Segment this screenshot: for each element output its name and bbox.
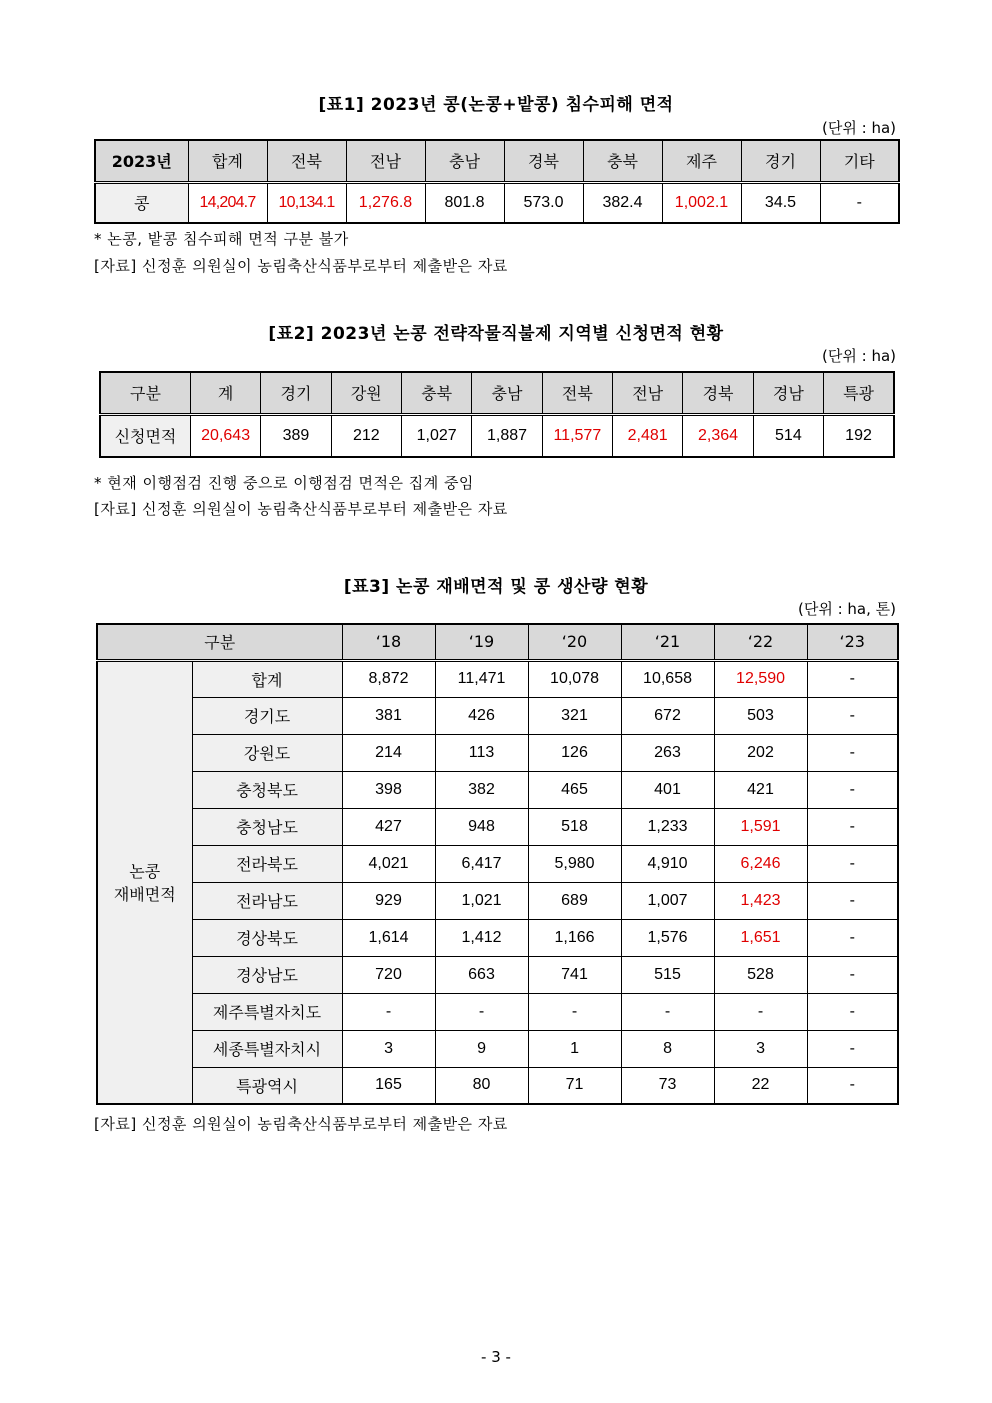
table3-cell: 1,166 (528, 919, 621, 956)
table2-header-cell: 경남 (753, 372, 823, 414)
table2-header-cell: 전남 (613, 372, 683, 414)
table3-region-label: 전라남도 (192, 882, 342, 919)
table3-region-label: 경기도 (192, 697, 342, 734)
table3-cell: 71 (528, 1067, 621, 1104)
table3-header-row (97, 624, 898, 660)
table3-row (97, 993, 898, 1030)
table3-cell: 1,412 (435, 919, 528, 956)
table3-cell: - (807, 882, 898, 919)
table3-header-label: 구분 (97, 624, 342, 660)
table3-cell: 503 (714, 697, 807, 734)
table3-cell: - (807, 956, 898, 993)
table3-group-label-line: 재배면적 (113, 885, 176, 905)
table3-cell: 214 (342, 734, 435, 771)
table2-cell: 20,643 (190, 414, 260, 457)
table3-cell: - (807, 1067, 898, 1104)
table3-group-label (97, 660, 192, 1104)
table3-cell: - (342, 993, 435, 1030)
table3-cell: - (807, 734, 898, 771)
table1-cell: 10,134.1 (267, 182, 346, 223)
table1-note: * 논콩, 밭콩 침수피해 면적 구분 불가 (94, 230, 349, 248)
table3-cell: 398 (342, 771, 435, 808)
table3-cell: 663 (435, 956, 528, 993)
table3-region-label: 합계 (192, 660, 342, 697)
table1-cell: 382.4 (583, 182, 662, 223)
table1-header-cell: 경기 (741, 140, 820, 182)
table3-body (97, 660, 898, 1104)
table3-unit: (단위 : ha, 톤) (798, 600, 896, 618)
table3-row (97, 1067, 898, 1104)
table3-cell: 10,658 (621, 660, 714, 697)
table3-cell: 10,078 (528, 660, 621, 697)
table3-row (97, 660, 898, 697)
table3-year-header: ‘19 (435, 624, 528, 660)
table3-cell: 1 (528, 1030, 621, 1067)
table3-cell: 165 (342, 1067, 435, 1104)
table1-header-row (95, 140, 899, 182)
table3-cell: 948 (435, 808, 528, 845)
table3-year-header: ‘18 (342, 624, 435, 660)
table1-header-cell: 2023년 (95, 140, 188, 182)
table2-cell: 2,481 (613, 414, 683, 457)
table1-title: [표1] 2023년 콩(논콩+밭콩) 침수피해 면적 (318, 95, 674, 115)
table3-cell: 1,591 (714, 808, 807, 845)
table1 (94, 139, 900, 224)
table3-group-label-line: 논콩 (129, 862, 161, 882)
table3-cell: - (528, 993, 621, 1030)
table3-cell: - (807, 1030, 898, 1067)
table3-cell: - (807, 993, 898, 1030)
page-number: - 3 - (481, 1348, 511, 1366)
table3-cell: - (807, 771, 898, 808)
table3-cell: 528 (714, 956, 807, 993)
table3-year-header: ‘23 (807, 624, 898, 660)
table3-cell: 263 (621, 734, 714, 771)
table2-note: * 현재 이행점검 진행 중으로 이행점검 면적은 집계 중임 (94, 474, 474, 492)
table2-unit: (단위 : ha) (822, 347, 896, 365)
table3-cell: 427 (342, 808, 435, 845)
table3-row (97, 956, 898, 993)
table3-cell: - (714, 993, 807, 1030)
table3-cell: 421 (714, 771, 807, 808)
table3-cell: - (807, 808, 898, 845)
table2-cell: 389 (261, 414, 331, 457)
table3-cell: 126 (528, 734, 621, 771)
table3-row (97, 734, 898, 771)
table2-header-cell: 계 (190, 372, 260, 414)
table2-title: [표2] 2023년 논콩 전략작물직불제 지역별 신청면적 현황 (268, 324, 724, 344)
table1-row-label: 콩 (95, 182, 188, 223)
table3-region-label: 충청북도 (192, 771, 342, 808)
table1-header-cell: 전남 (346, 140, 425, 182)
table3-cell: 73 (621, 1067, 714, 1104)
table3-cell: 929 (342, 882, 435, 919)
table2-header-cell: 특광 (824, 372, 894, 414)
table3-cell: 80 (435, 1067, 528, 1104)
table3-cell: 1,651 (714, 919, 807, 956)
table1-unit: (단위 : ha) (822, 119, 896, 137)
table2-header-cell: 전북 (542, 372, 612, 414)
table2-cell: 1,027 (401, 414, 471, 457)
table1-header-cell: 경북 (504, 140, 583, 182)
table3-cell: 741 (528, 956, 621, 993)
table3 (96, 623, 899, 1105)
table1-row (95, 182, 899, 223)
table1-cell: 573.0 (504, 182, 583, 223)
table1-header-cell: 합계 (188, 140, 267, 182)
table2-cell: 514 (753, 414, 823, 457)
table3-cell: 3 (342, 1030, 435, 1067)
table3-cell: 720 (342, 956, 435, 993)
table3-cell: 8,872 (342, 660, 435, 697)
table3-row (97, 845, 898, 882)
table1-cell: 14,204.7 (188, 182, 267, 223)
table3-cell: 6,246 (714, 845, 807, 882)
table3-cell: 426 (435, 697, 528, 734)
table3-cell: 4,910 (621, 845, 714, 882)
table1-source: [자료] 신정훈 의원실이 농림축산식품부로부터 제출받은 자료 (94, 257, 508, 275)
table2-row (100, 414, 894, 457)
table3-cell: 672 (621, 697, 714, 734)
table3-region-label: 전라북도 (192, 845, 342, 882)
table3-cell: 689 (528, 882, 621, 919)
table3-cell: 202 (714, 734, 807, 771)
table3-cell: 1,233 (621, 808, 714, 845)
table3-region-label: 강원도 (192, 734, 342, 771)
table3-cell: 1,423 (714, 882, 807, 919)
table2-row-label: 신청면적 (100, 414, 190, 457)
table2-header-cell: 충남 (472, 372, 542, 414)
table3-cell: 11,471 (435, 660, 528, 697)
table2-cell: 192 (824, 414, 894, 457)
table3-row (97, 919, 898, 956)
table3-cell: 4,021 (342, 845, 435, 882)
table2-cell: 11,577 (542, 414, 612, 457)
table3-cell: 1,007 (621, 882, 714, 919)
table3-cell: 381 (342, 697, 435, 734)
table3-region-label: 제주특별자치도 (192, 993, 342, 1030)
table3-region-label: 특광역시 (192, 1067, 342, 1104)
table3-cell: 321 (528, 697, 621, 734)
table2-header-cell: 강원 (331, 372, 401, 414)
table3-year-header: ‘20 (528, 624, 621, 660)
table3-cell: - (807, 845, 898, 882)
table3-cell: 515 (621, 956, 714, 993)
table3-row (97, 808, 898, 845)
table3-cell: 1,021 (435, 882, 528, 919)
table3-region-label: 충청남도 (192, 808, 342, 845)
table2-source: [자료] 신정훈 의원실이 농림축산식품부로부터 제출받은 자료 (94, 500, 508, 518)
table2-header-cell: 충북 (401, 372, 471, 414)
table1-cell: 1,276.8 (346, 182, 425, 223)
table3-cell: 382 (435, 771, 528, 808)
table3-cell: 9 (435, 1030, 528, 1067)
table3-year-header: ‘21 (621, 624, 714, 660)
table3-cell: 401 (621, 771, 714, 808)
table3-cell: 465 (528, 771, 621, 808)
table3-cell: 518 (528, 808, 621, 845)
table3-row (97, 1030, 898, 1067)
table3-row (97, 882, 898, 919)
table1-header-cell: 충북 (583, 140, 662, 182)
table2-header-cell: 경북 (683, 372, 753, 414)
table2-header-row (100, 372, 894, 414)
table3-cell: 22 (714, 1067, 807, 1104)
table1-header-cell: 전북 (267, 140, 346, 182)
table3-cell: - (807, 919, 898, 956)
table3-cell: 6,417 (435, 845, 528, 882)
table3-cell: 1,576 (621, 919, 714, 956)
table1-cell: - (820, 182, 899, 223)
table3-region-label: 경상북도 (192, 919, 342, 956)
table3-region-label: 경상남도 (192, 956, 342, 993)
table3-cell: - (807, 697, 898, 734)
table2-header-cell: 구분 (100, 372, 190, 414)
table3-year-header: ‘22 (714, 624, 807, 660)
table1-header-cell: 기타 (820, 140, 899, 182)
table3-cell: - (807, 660, 898, 697)
table3-cell: - (621, 993, 714, 1030)
table3-cell: 3 (714, 1030, 807, 1067)
table3-cell: - (435, 993, 528, 1030)
table3-region-label: 세종특별자치시 (192, 1030, 342, 1067)
table2-cell: 1,887 (472, 414, 542, 457)
table1-cell: 1,002.1 (662, 182, 741, 223)
table3-source: [자료] 신정훈 의원실이 농림축산식품부로부터 제출받은 자료 (94, 1115, 508, 1133)
table3-row (97, 697, 898, 734)
table3-cell: 1,614 (342, 919, 435, 956)
table2-cell: 2,364 (683, 414, 753, 457)
table3-row (97, 771, 898, 808)
table3-title: [표3] 논콩 재배면적 및 콩 생산량 현황 (343, 577, 649, 597)
table1-cell: 801.8 (425, 182, 504, 223)
table1-cell: 34.5 (741, 182, 820, 223)
table3-cell: 5,980 (528, 845, 621, 882)
table1-header-cell: 제주 (662, 140, 741, 182)
table3-cell: 12,590 (714, 660, 807, 697)
table3-cell: 8 (621, 1030, 714, 1067)
table2 (99, 371, 895, 458)
table1-header-cell: 충남 (425, 140, 504, 182)
table2-header-cell: 경기 (261, 372, 331, 414)
table3-cell: 113 (435, 734, 528, 771)
table2-cell: 212 (331, 414, 401, 457)
